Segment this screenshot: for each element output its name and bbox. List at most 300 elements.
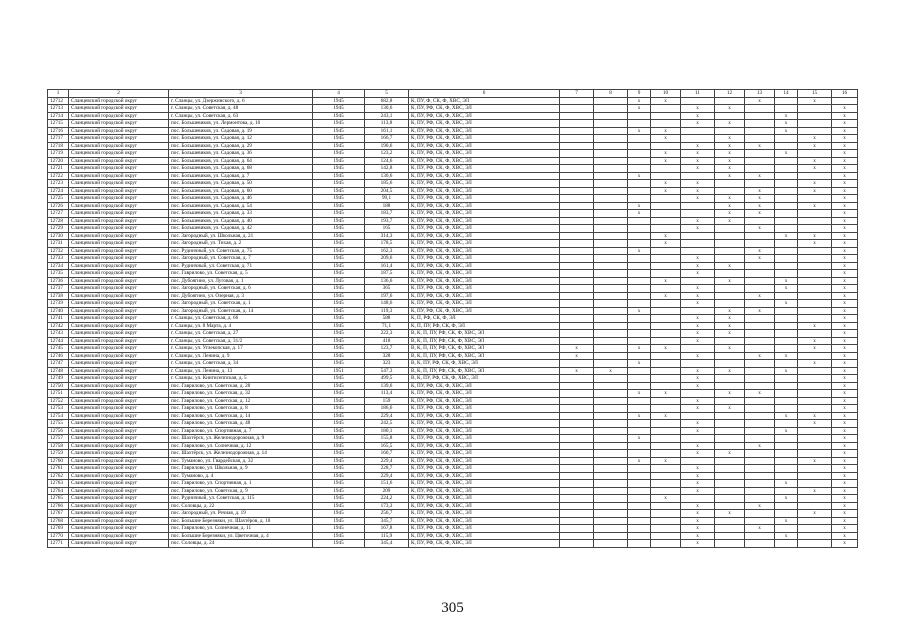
table-cell: х [832, 337, 858, 345]
table-cell: 113,8 [365, 120, 409, 128]
table-cell: 1945 [313, 202, 365, 210]
table-cell: К, ПУ, РФ, СК, Ф, ХВС, ЭЛ [409, 165, 560, 173]
table-cell [681, 127, 715, 135]
table-cell [745, 480, 775, 488]
table-row [48, 300, 858, 308]
table-cell: х [775, 127, 798, 135]
table-row [48, 390, 858, 398]
table-cell [628, 165, 651, 173]
table-cell: х [681, 120, 715, 128]
column-header: 9 [628, 90, 651, 98]
table-cell: х [832, 105, 858, 113]
table-cell: 12760 [48, 457, 69, 465]
table-cell: г. Сланцы, ул. Дзержинского, д. 6 [169, 97, 313, 105]
table-cell: 1945 [313, 232, 365, 240]
table-cell: Сланцевский городской округ [69, 502, 169, 510]
table-cell [594, 270, 628, 278]
table-row [48, 315, 858, 323]
table-cell [560, 217, 594, 225]
table-cell: 12762 [48, 472, 69, 480]
table-cell: х [628, 247, 651, 255]
table-cell: В, К, ПУ, РФ, СК, Ф, ХВС, ЭЛ [409, 360, 560, 368]
table-cell: 139,6 [365, 382, 409, 390]
table-row [48, 480, 858, 488]
table-cell [681, 135, 715, 143]
table-cell [715, 337, 745, 345]
table-cell [798, 307, 832, 315]
table-cell: Сланцевский городской округ [69, 157, 169, 165]
table-cell: Сланцевский городской округ [69, 510, 169, 518]
table-cell: х [681, 112, 715, 120]
table-cell [681, 435, 715, 443]
table-cell [560, 472, 594, 480]
table-row [48, 142, 858, 150]
table-cell: пос. Рудничный, ул. Советская, д. 75 [169, 247, 313, 255]
table-cell: 187,5 [365, 270, 409, 278]
table-cell: х [628, 97, 651, 105]
table-cell: пос. Гаврилово, ул. Спортивная, д. 1 [169, 480, 313, 488]
table-cell [560, 127, 594, 135]
table-cell [628, 465, 651, 473]
table-cell [798, 352, 832, 360]
table-cell: х [775, 495, 798, 503]
table-cell [651, 420, 681, 428]
table-cell: 12758 [48, 442, 69, 450]
table-cell [594, 172, 628, 180]
table-cell [715, 247, 745, 255]
table-row [48, 157, 858, 165]
table-cell: 178,5 [365, 240, 409, 248]
table-cell: 1945 [313, 187, 365, 195]
table-cell [681, 202, 715, 210]
table-cell: Сланцевский городской округ [69, 525, 169, 533]
table-cell [651, 315, 681, 323]
table-cell: х [715, 510, 745, 518]
table-cell [745, 217, 775, 225]
table-cell: 12763 [48, 480, 69, 488]
table-cell: х [775, 277, 798, 285]
table-cell: Сланцевский городской округ [69, 420, 169, 428]
table-cell: 1945 [313, 270, 365, 278]
table-cell [594, 255, 628, 263]
table-cell: пос. Большевиков, ул. Садовая, д. 36 [169, 150, 313, 158]
table-cell: х [681, 337, 715, 345]
table-cell: К, ПУ, РФ, СК, Ф, ХВС, ЭЛ [409, 142, 560, 150]
table-row [48, 337, 858, 345]
table-cell: 12747 [48, 360, 69, 368]
table-cell: х [715, 120, 745, 128]
table-cell [651, 300, 681, 308]
table-cell [651, 307, 681, 315]
table-cell [681, 307, 715, 315]
table-cell: 1945 [313, 172, 365, 180]
table-cell: х [832, 315, 858, 323]
table-cell: 12751 [48, 390, 69, 398]
table-cell: К, ПУ, РФ, СК, Ф, ХВС, ЭЛ [409, 180, 560, 188]
table-cell [560, 322, 594, 330]
table-cell: К, ПУ, РФ, СК, Ф, ХВС, ЭЛ [409, 202, 560, 210]
table-row [48, 465, 858, 473]
table-cell: К, ПУ, РФ, СК, Ф, ХВС, ЭЛ [409, 210, 560, 218]
table-cell: 12757 [48, 435, 69, 443]
table-cell: 1945 [313, 195, 365, 203]
table-cell [628, 120, 651, 128]
table-cell: х [681, 502, 715, 510]
column-header: 12 [715, 90, 745, 98]
table-cell: пос. Большевиков, ул. Садовая, д. 12 [169, 135, 313, 143]
table-cell: Сланцевский городской округ [69, 367, 169, 375]
table-cell [715, 292, 745, 300]
table-row [48, 112, 858, 120]
table-cell: К, ПУ, РФ, СК, Ф, ХВС, ЭЛ [409, 472, 560, 480]
table-cell [745, 262, 775, 270]
table-cell: пос. Гаврилово, ул. Советская, д. 28 [169, 382, 313, 390]
table-cell [560, 540, 594, 548]
table-cell [745, 465, 775, 473]
table-cell [594, 135, 628, 143]
table-cell: Сланцевский городской округ [69, 300, 169, 308]
table-cell: 1945 [313, 457, 365, 465]
table-cell: 12759 [48, 450, 69, 458]
table-cell [651, 217, 681, 225]
table-cell: пос. Большевиков, ул. Садовая, д. 7 [169, 172, 313, 180]
table-cell: пос. Большевиков, ул. Садовая, д. 19 [169, 127, 313, 135]
table-cell: 1945 [313, 465, 365, 473]
table-cell: г. Сланцы, ул. Советская, д. 27 [169, 330, 313, 338]
table-cell: х [832, 412, 858, 420]
table-cell: Сланцевский городской округ [69, 427, 169, 435]
table-cell: х [651, 390, 681, 398]
table-cell [745, 532, 775, 540]
table-cell: 1945 [313, 180, 365, 188]
table-cell: х [832, 270, 858, 278]
table-cell: 12716 [48, 127, 69, 135]
table-cell: 1945 [313, 262, 365, 270]
table-cell: 161,4 [365, 262, 409, 270]
table-cell: К, ПУ, РФ, СК, Ф, ХВС, ЭЛ [409, 105, 560, 113]
table-cell: Сланцевский городской округ [69, 210, 169, 218]
table-row [48, 322, 858, 330]
table-cell: 12744 [48, 337, 69, 345]
table-cell: 1945 [313, 405, 365, 413]
table-row [48, 517, 858, 525]
table-cell: х [775, 517, 798, 525]
table-cell: 12750 [48, 382, 69, 390]
table-cell: х [798, 165, 832, 173]
table-cell: 1945 [313, 97, 365, 105]
table-cell [775, 292, 798, 300]
table-cell [715, 540, 745, 548]
table-cell [560, 405, 594, 413]
table-cell: 12726 [48, 202, 69, 210]
column-header: 6 [409, 90, 560, 98]
table-cell [594, 315, 628, 323]
table-row [48, 352, 858, 360]
table-cell [651, 322, 681, 330]
table-cell: х [715, 150, 745, 158]
table-cell [594, 345, 628, 353]
table-cell: 71,1 [365, 322, 409, 330]
table-cell: пос. Гаврилово, ул. Советская, д. 12 [169, 397, 313, 405]
table-cell: г. Сланцы, ул. Советская, д. 48 [169, 105, 313, 113]
table-cell [775, 270, 798, 278]
table-cell [681, 345, 715, 353]
table-cell [594, 217, 628, 225]
table-cell: К, ПУ, РФ, СК, Ф, ХВС, ЭЛ [409, 187, 560, 195]
table-cell [594, 232, 628, 240]
table-cell: пос. Гаврилово, ул. Советская, д. 9 [169, 487, 313, 495]
table-cell: 12766 [48, 502, 69, 510]
table-cell: 12717 [48, 135, 69, 143]
table-cell: Сланцевский городской округ [69, 472, 169, 480]
table-cell: Сланцевский городской округ [69, 457, 169, 465]
table-cell: х [832, 142, 858, 150]
table-row [48, 367, 858, 375]
table-cell [628, 480, 651, 488]
table-cell: К, ПУ, РФ, СК, Ф, ХВС, ЭЛ [409, 517, 560, 525]
table-cell: 119,3 [365, 307, 409, 315]
table-cell: х [832, 217, 858, 225]
table-cell: Сланцевский городской округ [69, 270, 169, 278]
table-cell: 229,4 [365, 412, 409, 420]
table-cell: 1945 [313, 210, 365, 218]
table-cell: х [681, 285, 715, 293]
table-cell [560, 510, 594, 518]
table-cell: 188 [365, 202, 409, 210]
table-cell: х [832, 472, 858, 480]
table-cell [745, 495, 775, 503]
table-cell: К, ПУ, РФ, СК, Ф, ХВС, ЭЛ [409, 412, 560, 420]
table-cell: К, ПУ, РФ, СК, Ф, ХВС, ЭЛ [409, 172, 560, 180]
table-cell: 1945 [313, 165, 365, 173]
table-cell: х [681, 270, 715, 278]
table-cell: х [628, 345, 651, 353]
table-cell: К, П, РФ, СК, Ф, ЭЛ [409, 315, 560, 323]
table-cell [715, 532, 745, 540]
table-cell: х [745, 195, 775, 203]
table-row [48, 472, 858, 480]
table-cell: х [832, 540, 858, 548]
table-cell [775, 435, 798, 443]
table-cell: Сланцевский городской округ [69, 450, 169, 458]
table-cell: К, ПУ, РФ, СК, Ф, ХВС, ЭЛ [409, 540, 560, 548]
table-cell [775, 105, 798, 113]
table-cell [651, 360, 681, 368]
table-cell: пос. Шахтёрск, ул. Железнодорожная, д. 14 [169, 450, 313, 458]
table-row [48, 277, 858, 285]
table-cell: х [681, 487, 715, 495]
table-cell: х [832, 232, 858, 240]
table-cell: х [832, 292, 858, 300]
table-cell: пос. Туманово, ул. Гвардейская, д. 32 [169, 457, 313, 465]
table-cell: Сланцевский городской округ [69, 202, 169, 210]
table-cell [560, 450, 594, 458]
table-cell [628, 337, 651, 345]
table-cell [628, 292, 651, 300]
table-cell: 12752 [48, 397, 69, 405]
table-cell: Сланцевский городской округ [69, 262, 169, 270]
table-cell: Сланцевский городской округ [69, 315, 169, 323]
table-cell: х [715, 450, 745, 458]
table-cell: х [832, 187, 858, 195]
table-cell: х [798, 142, 832, 150]
table-cell [798, 150, 832, 158]
table-cell [775, 157, 798, 165]
table-cell: х [798, 345, 832, 353]
table-cell: х [651, 180, 681, 188]
table-cell: Сланцевский городской округ [69, 375, 169, 383]
table-cell [628, 427, 651, 435]
table-cell: х [715, 307, 745, 315]
table-cell: 1945 [313, 217, 365, 225]
table-cell [798, 172, 832, 180]
table-cell [628, 225, 651, 233]
table-cell [628, 510, 651, 518]
table-cell: 12737 [48, 285, 69, 293]
table-cell [745, 367, 775, 375]
table-cell [594, 240, 628, 248]
table-cell [651, 285, 681, 293]
table-cell [715, 435, 745, 443]
table-cell: х [832, 322, 858, 330]
table-cell: х [775, 232, 798, 240]
table-cell: 12732 [48, 247, 69, 255]
table-cell [651, 510, 681, 518]
table-cell [628, 150, 651, 158]
table-cell: х [832, 352, 858, 360]
table-cell: пос. Загородный, ул. Школьная, д. 21 [169, 232, 313, 240]
table-cell: 1945 [313, 150, 365, 158]
table-cell: Сланцевский городской округ [69, 382, 169, 390]
table-cell: пос. Большевиков, ул. Садовая, д. 40 [169, 217, 313, 225]
table-cell: х [798, 510, 832, 518]
table-cell: х [745, 442, 775, 450]
table-cell [594, 495, 628, 503]
table-row [48, 510, 858, 518]
table-cell [681, 247, 715, 255]
table-cell: К, ПУ, РФ, СК, Ф, ХВС, ЭЛ [409, 390, 560, 398]
table-cell: 148,6 [365, 300, 409, 308]
table-cell: 159 [365, 397, 409, 405]
table-cell: Сланцевский городской округ [69, 135, 169, 143]
table-cell [628, 277, 651, 285]
table-cell: 1945 [313, 105, 365, 113]
table-cell [560, 112, 594, 120]
table-cell [798, 442, 832, 450]
table-cell: х [798, 420, 832, 428]
table-cell: х [775, 427, 798, 435]
table-cell: К, ПУ, РФ, СК, Ф, ХВС, ЭЛ [409, 502, 560, 510]
header-row [48, 90, 858, 98]
table-cell: 1945 [313, 285, 365, 293]
table-row [48, 210, 858, 218]
table-cell: 12725 [48, 195, 69, 203]
table-row [48, 450, 858, 458]
table-cell [628, 322, 651, 330]
table-cell [651, 540, 681, 548]
table-cell: 12764 [48, 487, 69, 495]
table-row [48, 180, 858, 188]
table-cell: 256,7 [365, 510, 409, 518]
table-cell [651, 120, 681, 128]
table-cell [798, 375, 832, 383]
table-cell: 165,5 [365, 442, 409, 450]
table-cell [628, 405, 651, 413]
table-cell: К, ПУ, РФ, СК, Ф, ХВС, ЭЛ [409, 300, 560, 308]
table-cell: К, ПУ, РФ, СК, Ф, ХВС, ЭЛ [409, 450, 560, 458]
table-cell: х [832, 375, 858, 383]
table-cell: К, ПУ, РФ, СК, Ф, ХВС, ЭЛ [409, 495, 560, 503]
table-cell: г. Сланцы, ул. Советская, д. 31/2 [169, 337, 313, 345]
table-cell [594, 465, 628, 473]
table-cell [560, 165, 594, 173]
table-cell: х [715, 330, 745, 338]
table-cell [715, 397, 745, 405]
table-cell: х [681, 187, 715, 195]
table-row [48, 292, 858, 300]
table-cell [681, 210, 715, 218]
table-cell: пос. Гаврилово, ул. Спортивная, д. 7 [169, 427, 313, 435]
table-cell: К, ПУ, Ф, СК, Ф, ХВС, ЭЛ [409, 97, 560, 105]
table-cell: 1945 [313, 517, 365, 525]
table-cell [560, 270, 594, 278]
table-cell: 155,8 [365, 435, 409, 443]
table-cell: К, ПУ, РФ, СК, Ф, ХВС, ЭЛ [409, 232, 560, 240]
table-cell [798, 465, 832, 473]
table-cell: 12714 [48, 112, 69, 120]
table-cell [651, 435, 681, 443]
table-row [48, 412, 858, 420]
table-cell: 186,6 [365, 405, 409, 413]
page-number: 305 [441, 600, 464, 616]
table-cell [594, 105, 628, 113]
table-cell [560, 420, 594, 428]
table-cell [798, 120, 832, 128]
table-cell: х [681, 262, 715, 270]
table-cell [594, 195, 628, 203]
table-cell: 12748 [48, 367, 69, 375]
table-cell: х [798, 412, 832, 420]
table-cell [594, 127, 628, 135]
table-cell: 1945 [313, 112, 365, 120]
table-cell: пос. Загородный, ул. Тихая, д. 2 [169, 240, 313, 248]
table-cell: 12731 [48, 240, 69, 248]
table-cell: х [832, 247, 858, 255]
column-header: 3 [169, 90, 313, 98]
column-header: 4 [313, 90, 365, 98]
table-cell: 12713 [48, 105, 69, 113]
table-cell: 12739 [48, 300, 69, 308]
table-cell [715, 382, 745, 390]
table-cell [832, 97, 858, 105]
table-cell: х [745, 202, 775, 210]
table-cell: К, ПУ, РФ, СК, Ф, ХВС, ЭЛ [409, 420, 560, 428]
table-cell: пос. Соловцы, д. 24 [169, 540, 313, 548]
table-cell [594, 292, 628, 300]
table-cell: 12738 [48, 292, 69, 300]
table-cell [560, 232, 594, 240]
table-cell [715, 480, 745, 488]
table-cell: Сланцевский городской округ [69, 112, 169, 120]
table-cell: х [832, 262, 858, 270]
table-cell: х [560, 367, 594, 375]
table-cell [560, 135, 594, 143]
table-cell: г. Сланцы, ул. Ленина, д. 9 [169, 352, 313, 360]
table-cell [715, 180, 745, 188]
table-cell [798, 495, 832, 503]
table-cell: 12770 [48, 532, 69, 540]
table-cell [651, 397, 681, 405]
